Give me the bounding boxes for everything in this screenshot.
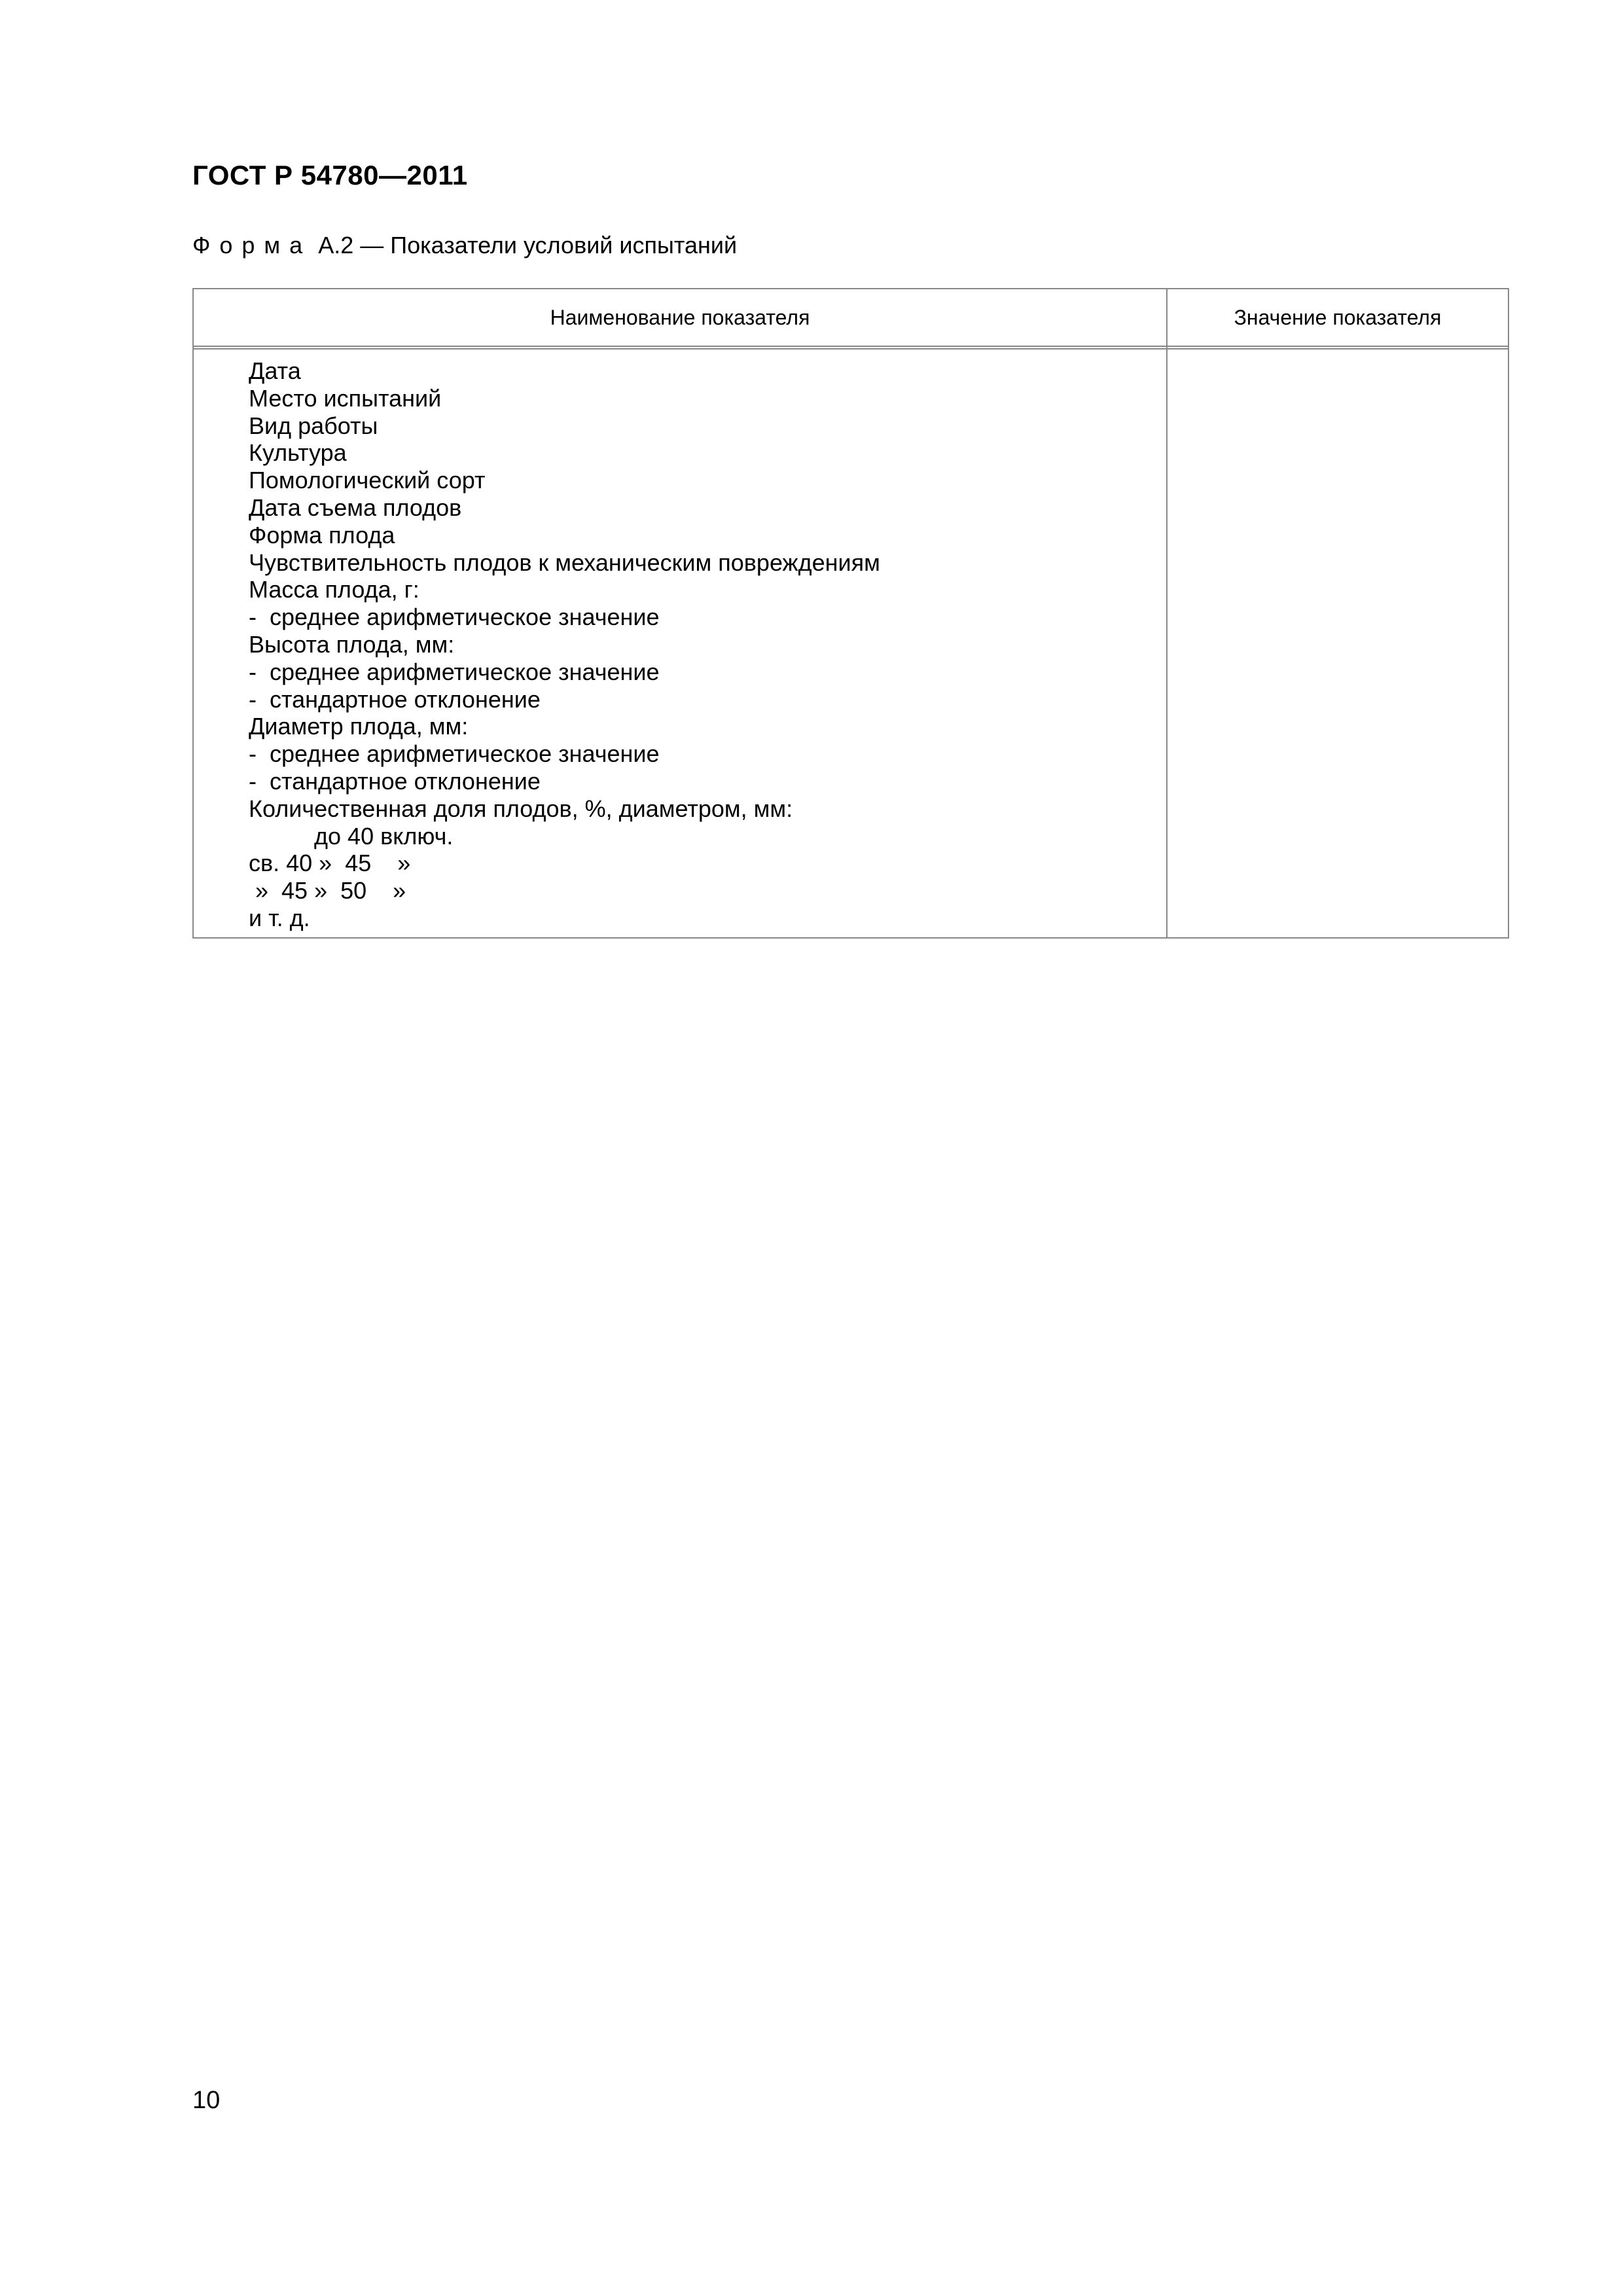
table-row: - среднее арифметическое значение (249, 740, 660, 768)
table-row: - среднее арифметическое значение (249, 658, 660, 685)
indicators-table (192, 288, 1509, 939)
form-caption (192, 232, 737, 259)
column-header-value: Значение показателя (1234, 305, 1442, 329)
table-row: » 45 » 50 » (249, 877, 406, 905)
table-row: Диаметр плода, мм: (249, 713, 469, 740)
table-row: Высота плода, мм: (249, 630, 455, 658)
column-header-name: Наименование показателя (550, 305, 810, 329)
table-row: Форма плода (249, 521, 395, 548)
table-row: Вид работы (249, 412, 378, 439)
table-row: до 40 включ. (249, 822, 454, 850)
indicator-list (249, 357, 880, 932)
table-row: Место испытаний (249, 384, 442, 412)
form-title: А.2 — Показатели условий испытаний (312, 232, 738, 259)
table-row: Помологический сорт (249, 467, 486, 494)
table-row: Масса плода, г: (249, 576, 419, 603)
column-divider (1166, 289, 1168, 937)
table-header-row (194, 289, 1508, 350)
table-row: св. 40 » 45 » (249, 850, 411, 877)
table-row: - стандартное отклонение (249, 685, 541, 713)
table-row: и т. д. (249, 904, 310, 931)
table-row: - среднее арифметическое значение (249, 603, 660, 631)
page-number: 10 (192, 2087, 221, 2114)
table-row: Чувствительность плодов к механическим повреждениям (249, 548, 880, 576)
table-row: Количественная доля плодов, %, диаметром, мм: (249, 795, 793, 822)
table-row: Культура (249, 439, 347, 467)
form-label: Форма (192, 232, 312, 259)
document-code: ГОСТ Р 54780—2011 (192, 160, 468, 190)
table-row: - стандартное отклонение (249, 767, 541, 795)
table-row: Дата съема плодов (249, 493, 462, 521)
table-row: Дата (249, 357, 301, 384)
